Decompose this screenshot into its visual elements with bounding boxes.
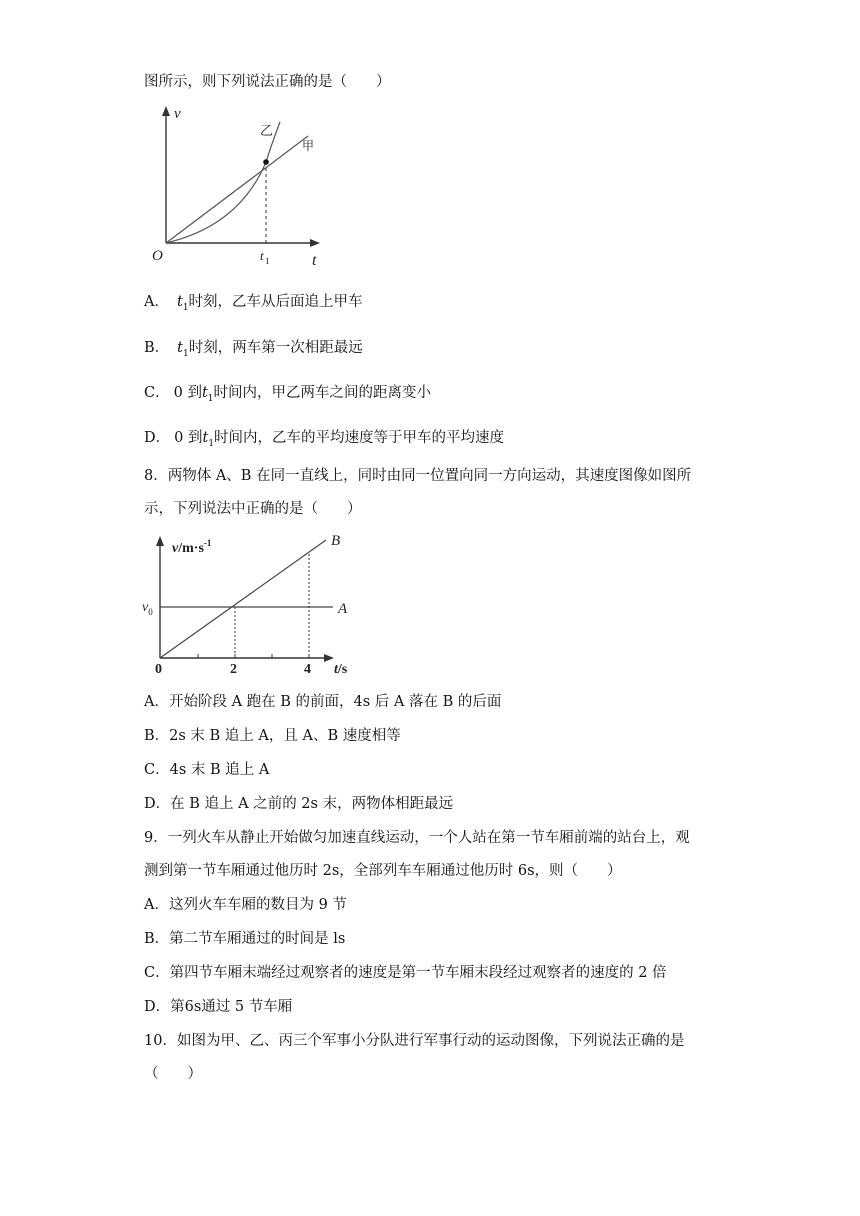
- yi-label: 乙: [260, 123, 274, 138]
- label-b: B: [331, 533, 341, 549]
- v-axis-arrow: [162, 106, 170, 116]
- q7-option-a: A． $t_1$时刻，乙车从后面追上甲车: [144, 294, 363, 313]
- q9-option-b: B．第二节车厢通过的时间是 ls: [144, 931, 346, 947]
- xlabel: t/s: [334, 662, 348, 676]
- tick-label-4: 4: [304, 662, 311, 676]
- q8-line-1: 8．两物体 A、B 在同一直线上，同时由同一位置向同一方向运动，其速度图像如图所: [144, 468, 692, 484]
- q8-option-b: B．2s 末 B 追上 A，且 A、B 速度相等: [144, 728, 401, 744]
- line-b: [160, 540, 326, 658]
- q8-line-2: 示，下列说法中正确的是（ ）: [144, 501, 362, 517]
- t-axis-arrow: [324, 654, 334, 662]
- q8-vt-graph: [138, 528, 368, 676]
- yi-curve: [166, 122, 280, 243]
- origin-label: O: [152, 248, 163, 264]
- q7-option-b: B． $t_1$时刻，两车第一次相距最远: [144, 340, 363, 359]
- q7-option-d: D． 0 到$t_1$时间内，乙车的平均速度等于甲车的平均速度: [144, 430, 505, 449]
- q8-option-c: C．4s 末 B 追上 A: [144, 762, 270, 778]
- t-axis-label: t: [312, 252, 317, 269]
- t-axis-arrow: [310, 239, 320, 247]
- tick-label-0: 0: [155, 662, 162, 676]
- jia-line: [166, 136, 308, 243]
- q8-option-d: D．在 B 追上 A 之前的 2s 末，两物体相距最远: [144, 796, 454, 812]
- jia-label: 甲: [302, 139, 315, 153]
- q9-option-c: C．第四节车厢末端经过观察者的速度是第一节车厢末段经过观察者的速度的 2 倍: [144, 965, 667, 981]
- q9-option-d: D．第6s通过 5 节车厢: [144, 999, 293, 1015]
- q10-line-1: 10．如图为甲、乙、丙三个军事小分队进行军事行动的运动图像，下列说法正确的是: [144, 1033, 685, 1049]
- q9-line-1: 9．一列火车从静止开始做匀加速直线运动，一个人站在第一节车厢前端的站台上，观: [144, 830, 690, 846]
- v0-label: $v_0$: [142, 600, 153, 617]
- q10-line-2: （ ）: [144, 1066, 202, 1082]
- q7-intro: 图所示，则下列说法正确的是（ ）: [144, 74, 391, 90]
- q7-vt-graph: [144, 98, 334, 270]
- q9-line-2: 测到第一节车厢通过他历时 2s，全部列车车厢通过他历时 6s，则（ ）: [144, 863, 622, 879]
- v-axis-label: v: [174, 106, 181, 122]
- q9-option-a: A．这列火车车厢的数目为 9 节: [144, 897, 347, 913]
- ylabel: $v/m\cdot s^{-1}$: [172, 538, 212, 556]
- q7-option-c: C． 0 到$t_1$时间内，甲乙两车之间的距离变小: [144, 385, 432, 404]
- q8-option-a: A．开始阶段 A 跑在 B 的前面，4s 后 A 落在 B 的后面: [144, 694, 502, 710]
- t1-label-main: t: [260, 248, 264, 263]
- label-a: A: [338, 601, 348, 617]
- v-axis-arrow: [156, 536, 164, 546]
- t1-label-sub: 1: [265, 256, 270, 266]
- tick-label-2: 2: [230, 662, 237, 676]
